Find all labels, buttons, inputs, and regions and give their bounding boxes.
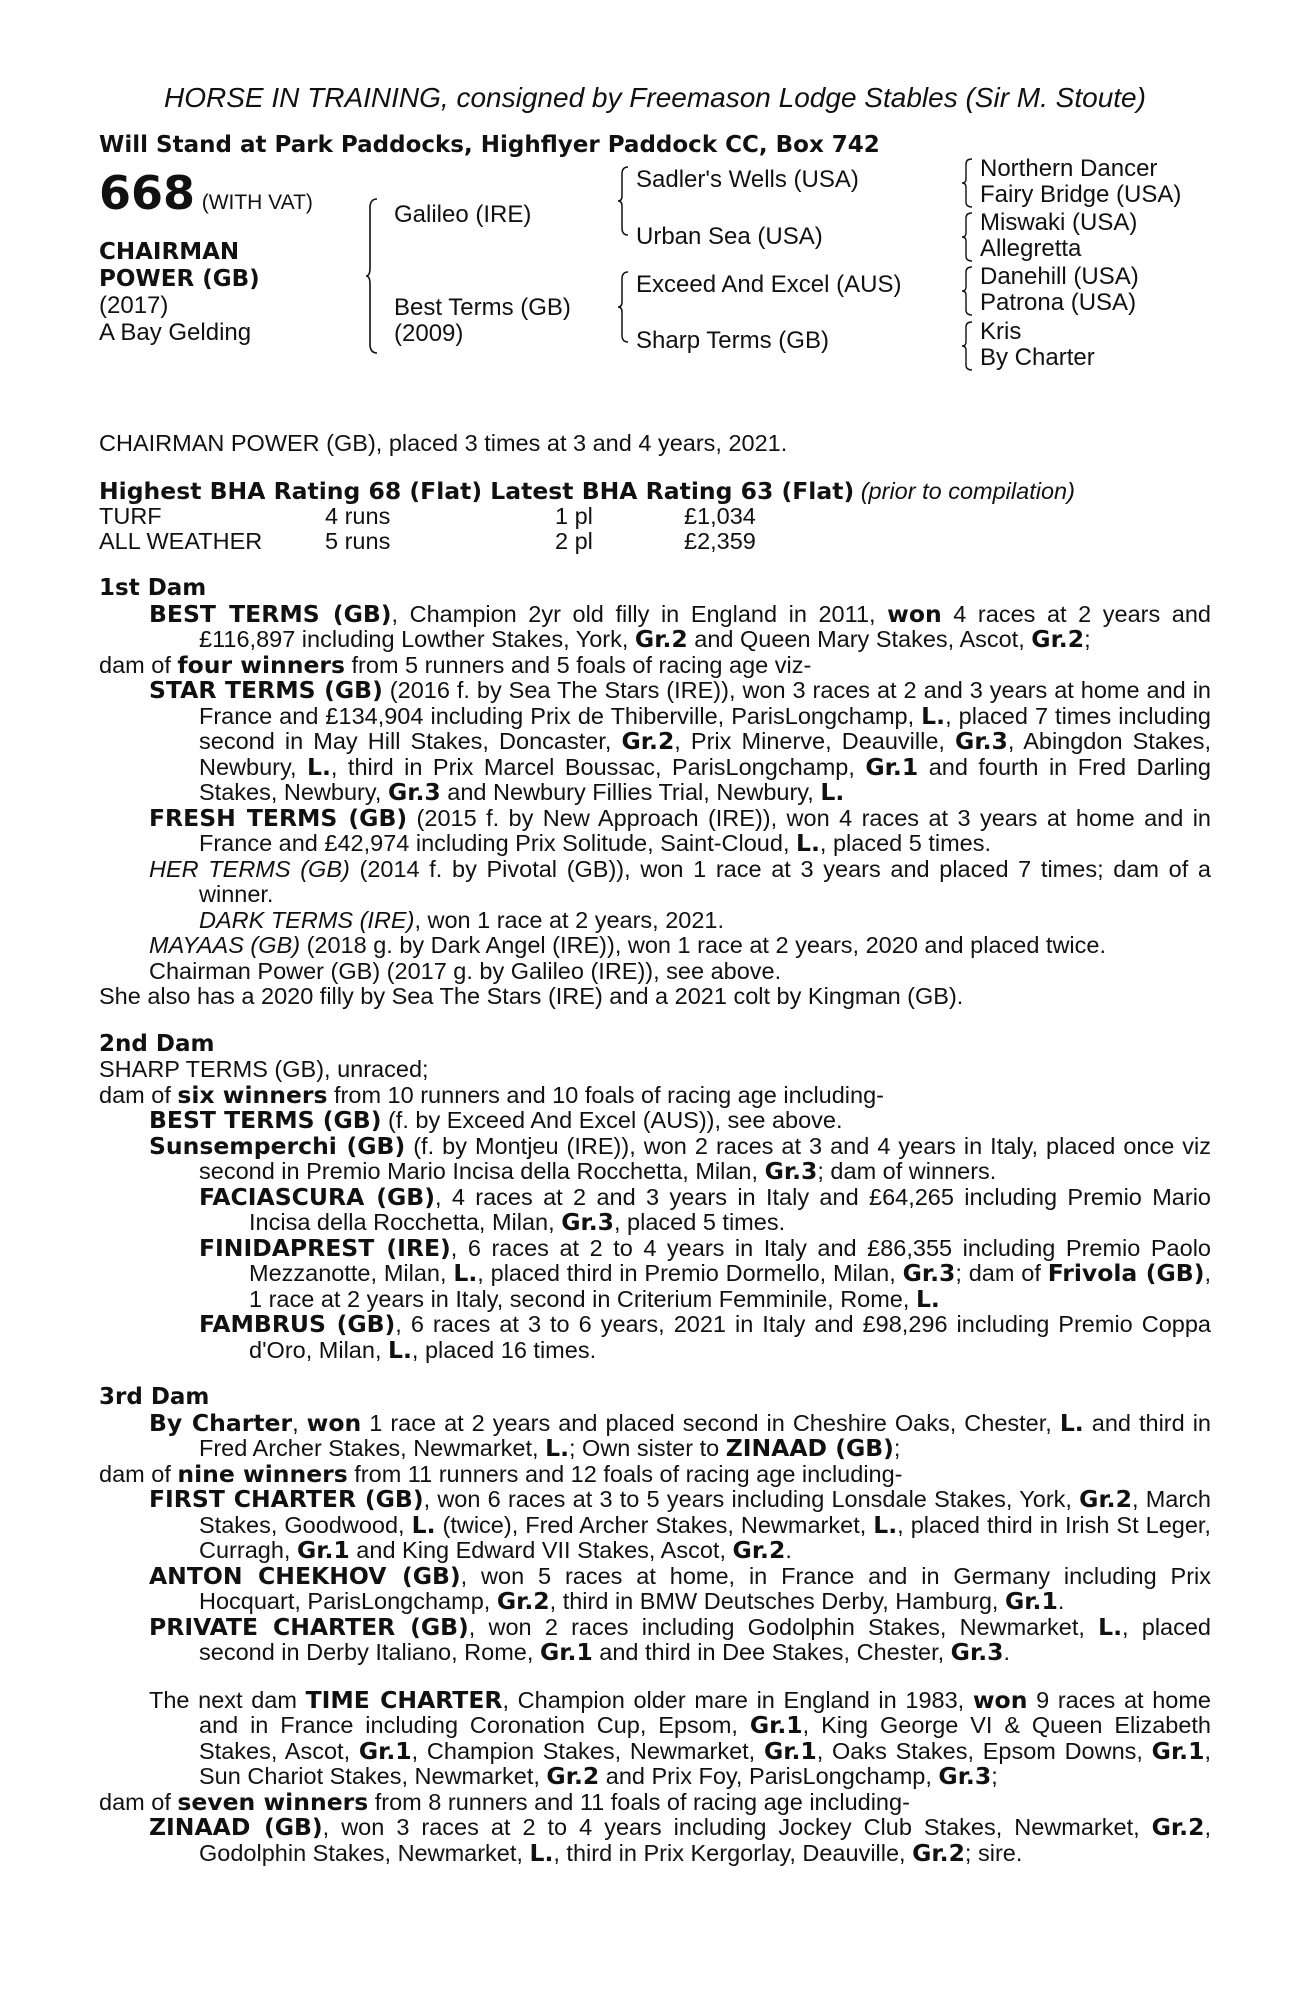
dam-dam-dam: By Charter — [980, 344, 1095, 371]
next-dam-section — [99, 1685, 1211, 1867]
produce-entry — [149, 1108, 1211, 1134]
text: (f. by Montjeu (IRE)), won 2 races at 3 and 4 years in Italy, placed once viz second in Premio Mario Incisa della Rocchetta, Milan, — [199, 1132, 1212, 1184]
sire-sire-sire: Northern Dancer — [980, 155, 1158, 182]
rating-note: (prior to compilation) — [860, 477, 1075, 504]
produce-name: FAMBRUS (GB) — [199, 1310, 396, 1338]
sire-dam-sire: Miswaki (USA) — [980, 209, 1138, 236]
text: (f. by Exceed And Excel (AUS)), see above. — [381, 1107, 843, 1133]
second-dam-section — [99, 1032, 1211, 1364]
text: from 11 runners and 12 foals of racing age including- — [347, 1460, 903, 1487]
text: won — [972, 1685, 1028, 1714]
text: , won 2 races including Godolphin Stakes, Newmarket, — [468, 1613, 1099, 1640]
text: ; — [991, 1763, 998, 1789]
produce-entry — [149, 1561, 1211, 1615]
grandproduce-entry — [199, 1182, 1211, 1236]
grade: Gr.2 — [546, 1762, 600, 1790]
text: . — [1003, 1639, 1011, 1665]
text: , Godolphin Stakes, Newmarket, — [199, 1814, 1211, 1866]
text: from 10 runners and 10 foals of racing age including- — [327, 1081, 884, 1108]
race-summary: CHAIRMAN POWER (GB), placed 3 times at 3 and 4 years, 2021. — [99, 430, 788, 456]
record-earnings: £2,359 — [684, 528, 756, 554]
also-note: She also has a 2020 filly by Sea The Stars (IRE) and a 2021 colt by Kingman (GB). — [99, 983, 964, 1009]
text: and King Edward VII Stakes, Ascot, — [349, 1537, 733, 1563]
text: , Sun Chariot Stakes, Newmarket, — [199, 1737, 1211, 1789]
record-placed: 2 pl — [555, 528, 593, 554]
first-dam-intro — [149, 599, 1211, 653]
produce-name: BEST TERMS (GB) — [149, 1106, 382, 1134]
text: won — [306, 1408, 362, 1437]
first-dam-heading: 1st Dam — [99, 575, 207, 601]
text: , third in BMW Deutsches Derby, Hamburg, — [549, 1588, 1005, 1614]
grade: Gr.3 — [938, 1762, 992, 1790]
sire-dam-brace — [365, 198, 379, 354]
grade: L. — [529, 1838, 554, 1867]
text: , placed third in Irish St Leger, Curragh, — [199, 1511, 1211, 1563]
text: , placed 7 times including second in May Hill Stakes, Doncaster, — [199, 702, 1212, 754]
horse-name-line1: CHAIRMAN — [99, 239, 240, 265]
pedigree-block — [99, 155, 1211, 419]
grade: Gr.3 — [561, 1208, 614, 1236]
text: , placed third in Premio Dormello, Milan, — [477, 1260, 903, 1286]
second-dam-produce — [99, 1080, 1211, 1109]
third-dam-section — [99, 1385, 1211, 1666]
text: from 8 runners and 11 foals of racing age including- — [368, 1788, 910, 1815]
produce-name: FRESH TERMS (GB) — [149, 803, 408, 832]
text: and third in Fred Archer Stakes, Newmarket, — [199, 1409, 1211, 1461]
produce-entry: Chairman Power (GB) (2017 g. by Galileo (IRE)), see above. — [149, 957, 782, 984]
ss-brace — [961, 158, 973, 208]
grade: Gr.2 — [912, 1838, 965, 1867]
text: ; — [893, 1435, 901, 1461]
record-surface: TURF — [99, 503, 162, 529]
text: , placed 5 times. — [614, 1209, 786, 1235]
produce-entry — [149, 1815, 1211, 1866]
grade: Gr.1 — [296, 1536, 350, 1564]
third-dam-produce — [99, 1459, 1211, 1488]
grade: Gr.2 — [621, 727, 675, 755]
record-row — [99, 504, 1211, 529]
text: ; sire. — [964, 1839, 1023, 1866]
text: from 5 runners and 5 foals of racing age viz- — [345, 651, 812, 678]
text: (2014 f. by Pivotal (GB)), won 1 race at 3 years and placed 7 times; dam of a winner. — [199, 855, 1211, 907]
grade: Gr.1 — [358, 1736, 412, 1765]
sire: Galileo (IRE) — [394, 201, 532, 228]
grade: Gr.1 — [1005, 1587, 1058, 1615]
grade: L. — [873, 1510, 898, 1539]
rating-line — [99, 476, 1211, 505]
third-dam-heading: 3rd Dam — [99, 1384, 210, 1410]
text: (twice), Fred Archer Stakes, Newmarket, — [435, 1511, 874, 1538]
dam-sire: Exceed And Excel (AUS) — [636, 271, 902, 298]
grandproduce-entry — [199, 908, 1211, 934]
grade: L. — [820, 778, 845, 806]
grade: L. — [1098, 1612, 1123, 1641]
grade: L. — [921, 701, 946, 730]
second-dam-heading: 2nd Dam — [99, 1030, 215, 1057]
grade: Gr.1 — [865, 752, 919, 781]
produce-entry — [149, 803, 1212, 857]
vat-label: (WITH VAT) — [201, 191, 313, 214]
text: The next dam — [149, 1686, 306, 1713]
text: dam of — [99, 1460, 178, 1487]
text: and third in Dee Stakes, Chester, — [592, 1639, 951, 1665]
record-surface: ALL WEATHER — [99, 528, 263, 554]
text: , 6 races at 3 to 6 years, 2021 in Italy and £98,296 including Premio Coppa d'Oro, Milan, — [249, 1311, 1211, 1363]
sd-brace — [961, 212, 973, 262]
produce-entry — [149, 857, 1211, 908]
text: , placed 5 times. — [819, 830, 992, 856]
grade: Gr.2 — [1151, 1813, 1205, 1841]
text: , 1 race at 2 years in Italy, second in Criterium Femminile, Rome, — [249, 1260, 1211, 1312]
produce-entry — [149, 678, 1211, 806]
grade: Gr.1 — [1151, 1736, 1205, 1765]
produce-name: DARK TERMS (IRE) — [199, 906, 415, 933]
second-dam-intro: SHARP TERMS (GB), unraced; — [99, 1056, 429, 1082]
grade: L. — [411, 1510, 436, 1539]
text: and Newbury Fillies Trial, Newbury, — [440, 779, 821, 805]
text: 4 races at 2 years and £116,897 including Lowther Stakes, York, — [199, 600, 1211, 652]
grade: Gr.2 — [1031, 625, 1085, 653]
sire-dam: Urban Sea (USA) — [636, 223, 823, 250]
horse-description: A Bay Gelding — [99, 319, 252, 346]
sire-sire-dam: Fairy Bridge (USA) — [980, 181, 1182, 208]
next-dam-intro — [149, 1685, 1211, 1790]
grade: L. — [453, 1259, 478, 1287]
dam-name: By Charter — [149, 1408, 293, 1437]
dd-brace — [961, 321, 973, 371]
record-row — [99, 529, 1211, 554]
grade: Gr.3 — [950, 1638, 1004, 1666]
text: , won 1 race at 2 years, 2021. — [414, 906, 725, 933]
text: , won 5 races at home, in France and in Germany including Prix Hocquart, ParisLongchamp, — [199, 1562, 1211, 1614]
produce-name: HER TERMS (GB) — [149, 855, 350, 882]
horse-name-line2: POWER (GB) — [99, 266, 260, 292]
grade: Gr.3 — [955, 727, 1008, 755]
text: nine winners — [177, 1459, 348, 1488]
record-runs: 4 runs — [325, 503, 391, 529]
text: , won 3 races at 2 to 4 years including Jockey Club Stakes, Newmarket, — [322, 1814, 1152, 1840]
text: dam of — [99, 651, 178, 678]
text: , King George VI & Queen Elizabeth Stakes, Ascot, — [199, 1712, 1211, 1764]
text: . — [1057, 1588, 1065, 1614]
text: 1 race at 2 years and placed second in Cheshire Oaks, Chester, — [361, 1409, 1060, 1436]
dam-year: (2009) — [394, 320, 464, 347]
produce-entry — [149, 933, 1211, 959]
grade: Gr.2 — [1079, 1485, 1132, 1513]
produce-name: Sunsemperchi (GB) — [149, 1131, 406, 1160]
grade: L. — [388, 1335, 412, 1364]
text: , won 6 races at 3 to 5 years including Lonsdale Stakes, York, — [423, 1486, 1080, 1512]
text: , 4 races at 2 and 3 years in Italy and £64,265 including Premio Mario Incisa della Rocchetta, Milan, — [249, 1183, 1211, 1235]
text: (2018 g. by Dark Angel (IRE)), won 1 race at 2 years, 2020 and placed twice. — [300, 932, 1107, 958]
page-header: HORSE IN TRAINING, consigned by Freemason Lodge Stables (Sir M. Stoute) — [164, 82, 1146, 113]
text: four winners — [177, 650, 345, 679]
text: won — [887, 599, 942, 628]
grade: Gr.2 — [634, 625, 688, 653]
grade: Gr.3 — [764, 1157, 818, 1185]
text: ; — [1084, 626, 1091, 652]
text: ; dam of winners. — [817, 1158, 997, 1184]
text: dam of — [99, 1788, 178, 1815]
text: , Champion Stakes, Newmarket, — [411, 1737, 764, 1764]
record-placed: 1 pl — [555, 503, 593, 529]
produce-name: FACIASCURA (GB) — [199, 1182, 435, 1211]
grade: L. — [307, 752, 331, 781]
record-earnings: £1,034 — [684, 503, 756, 529]
text: , Champion 2yr old filly in England in 2011, — [391, 600, 888, 627]
grade: L. — [915, 1284, 940, 1313]
text: and Queen Mary Stakes, Ascot, — [687, 626, 1032, 652]
ds-brace — [961, 266, 973, 316]
grade: Gr.1 — [749, 1711, 803, 1739]
grade: Gr.2 — [496, 1587, 550, 1615]
sire-brace — [617, 166, 629, 236]
grandproduce-entry — [199, 1233, 1211, 1313]
text: , third in Prix Kergorlay, Deauville, — [553, 1839, 913, 1866]
grade: Gr.2 — [732, 1536, 786, 1564]
text: and fourth in Fred Darling Stakes, Newbury, — [199, 753, 1211, 805]
grade: Gr.3 — [902, 1259, 956, 1287]
next-dam-produce — [99, 1787, 1211, 1816]
grade: Gr.3 — [387, 778, 441, 806]
produce-name: STAR TERMS (GB) — [149, 676, 383, 704]
stand-location: Will Stand at Park Paddocks, Highflyer Paddock CC, Box 742 — [99, 132, 880, 158]
produce-name: FINIDAPREST (IRE) — [199, 1233, 451, 1262]
text: , third in Prix Marcel Boussac, ParisLongchamp, — [330, 753, 866, 780]
produce-name: Frivola (GB) — [1047, 1259, 1205, 1287]
produce-entry — [149, 1131, 1212, 1185]
lot-number: 668 — [99, 166, 196, 220]
dam-dam: Sharp Terms (GB) — [636, 327, 829, 354]
text: (2015 f. by New Approach (IRE)), won 4 races at 3 years at home and in France and £42,974 including Prix Solitude, Saint-Cloud, — [199, 804, 1212, 856]
grade: Gr.1 — [539, 1638, 593, 1666]
rating-label: Highest BHA Rating 68 (Flat) Latest BHA Rating 63 (Flat) — [99, 476, 855, 505]
text: dam of — [99, 1081, 178, 1108]
text: , — [292, 1409, 307, 1436]
grandproduce-entry — [199, 1312, 1211, 1363]
produce-entry — [149, 1487, 1211, 1564]
third-dam-intro — [149, 1408, 1211, 1462]
catalogue-page — [99, 82, 1211, 1866]
produce-name: ANTON CHEKHOV (GB) — [149, 1561, 461, 1590]
first-dam-section — [99, 576, 1211, 1010]
text: seven winners — [177, 1787, 369, 1816]
text: , placed second in Derby Italiano, Rome, — [199, 1613, 1211, 1665]
first-dam-produce — [99, 650, 1211, 679]
grade: L. — [796, 829, 820, 857]
record-runs: 5 runs — [325, 528, 391, 554]
dam-name: TIME CHARTER — [305, 1685, 503, 1714]
text: , Oaks Stakes, Epsom Downs, — [816, 1737, 1152, 1764]
dam-sire-sire: Danehill (USA) — [980, 263, 1139, 290]
text: , Prix Minerve, Deauville, — [674, 728, 956, 754]
text: , placed 16 times. — [411, 1336, 597, 1363]
text: , Champion older mare in England in 1983, — [502, 1686, 973, 1713]
produce-name: MAYAAS (GB) — [149, 932, 301, 958]
grade: L. — [1059, 1408, 1084, 1437]
text: , March Stakes, Goodwood, — [199, 1486, 1212, 1538]
dam-sire-dam: Patrona (USA) — [980, 289, 1137, 316]
sire-dam-dam: Allegretta — [980, 235, 1082, 262]
text: (2016 f. by Sea The Stars (IRE)), won 3 races at 2 and 3 years at home and in France and £134,904 including Prix de Thiberville, ParisLongchamp, — [199, 677, 1211, 729]
race-record-table — [99, 504, 1211, 554]
produce-name: PRIVATE CHARTER (GB) — [149, 1612, 469, 1641]
lot-number-line — [99, 168, 313, 218]
produce-entry — [149, 1612, 1211, 1666]
produce-name: ZINAAD (GB) — [149, 1813, 323, 1841]
text: . — [785, 1537, 792, 1563]
text: six winners — [177, 1080, 328, 1109]
produce-name: FIRST CHARTER (GB) — [149, 1485, 424, 1513]
text: ; Own sister to — [569, 1435, 726, 1461]
sire-sire: Sadler's Wells (USA) — [636, 166, 859, 193]
dam: Best Terms (GB) — [394, 294, 571, 321]
text: ; dam of — [955, 1260, 1048, 1286]
dam-dam-sire: Kris — [980, 318, 1022, 345]
dam-brace — [617, 271, 629, 343]
text: 9 races at home and in France including Coronation Cup, Epsom, — [199, 1686, 1211, 1738]
text: , 6 races at 2 to 4 years in Italy and £86,355 including Premio Paolo Mezzanotte, Milan, — [249, 1234, 1211, 1286]
text: , Abingdon Stakes, Newbury, — [199, 728, 1211, 780]
grade: L. — [545, 1434, 569, 1462]
produce-name: ZINAAD (GB) — [725, 1434, 894, 1462]
horse-year: (2017) — [99, 292, 169, 319]
text: and Prix Foy, ParisLongchamp, — [599, 1763, 939, 1789]
grade: Gr.1 — [763, 1736, 817, 1765]
dam-name: BEST TERMS (GB) — [149, 599, 392, 628]
